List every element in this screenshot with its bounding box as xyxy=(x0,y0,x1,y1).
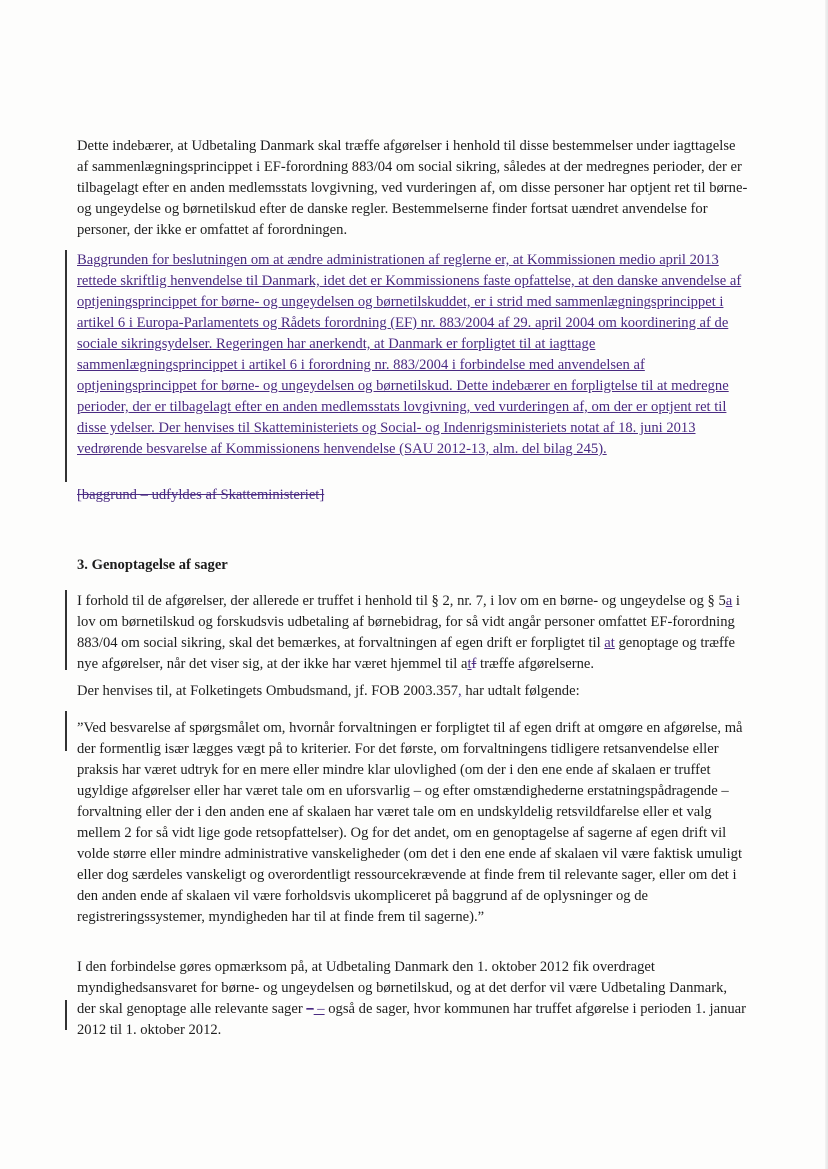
deleted-dash: – xyxy=(306,1001,314,1017)
inserted-a: a xyxy=(725,593,733,609)
paragraph-placeholder xyxy=(77,485,749,506)
inserted-background-text: Baggrunden for beslutningen om at ændre administrationen af reglerne er, at Kommissionen medio april 2013 rettede skriftlig henvendelse til Danmark, idet det er Kommissionens faste opfattelse, at den danske anvendelse af optjeningsprincippet for børne- og ungeydelsen og børnetilskuddet, er i strid med sammenlægningsprincippet i artikel 6 i Europa-Parlamentets og Rådets forordning (EF) nr. 883/2004 af 29. april 2004 om koordinering af de sociale sikringsydelser. Regeringen har anerkendt, at Danmark er forpligtet til at iagttage sammenlægningsprincippet i artikel 6 i forordning nr. 883/2004 i forbindelse med anvendelsen af optjeningsprincippet for børne- og ungeydelsen og børnetilskud. Dette indebærer en forpligtelse til at medregne perioder, der er tilbagelagt efter en anden medlemsstats lovgivning, ved vurderingen af, om der er optjent ret til disse ydelser. Der henvises til Skatteministeriets og Social- og Indenrigsministeriets notat af 18. juni 2013 vedrørende besvarelse af Kommissionens henvendelse (SAU 2012-13, alm. del bilag 245). xyxy=(77,252,742,457)
inserted-at: at xyxy=(604,635,615,651)
section-heading xyxy=(77,555,749,576)
revision-bar-4 xyxy=(65,1000,67,1030)
paragraph-quote-text: ”Ved besvarelse af spørgsmålet om, hvornår forvaltningen er forpligtet til af egen drift at omgøre en afgørelse, må der formentlig især lægges vægt på to kriterier. For det første, om forvaltningens tidligere retsanvendelse eller praksis har været udtryk for en mere eller mindre klar ulovlighed (om der i den ene ende af skalaen er truffet ugyldige afgørelser eller har været tale om en uforsvarlig – og efter omstændighederne erstatningspådragende – forvaltning eller der i den anden ene af skalaen har været tale om en undskyldelig retsvildfarelse eller et valg mellem 2 for så vidt lige gode retsopfattelser). Og for det andet, om en genoptagelse af sagerne af egen drift vil volde større eller mindre administrative vanskeligheder (om det i den ene ende af skalaen vil være faktisk umuligt eller dog særdeles vanskeligt og overordentligt ressourcekrævende at finde frem til relevante sager, eller om det i den anden ende af skalaen vil være forholdsvis ukompliceret på baggrund af de oplysninger og de registreringssystemer, myndigheden har til at finde frem til sagerne).” xyxy=(77,720,743,925)
revision-bar-1 xyxy=(65,250,67,482)
reopening-text-a: I forhold til de afgørelser, der allerede er truffet i henhold til § 2, nr. 7, i lov om en børne- og ungeydelse og § 5 xyxy=(77,593,726,609)
section-heading-text: 3. Genoptagelse af sager xyxy=(77,557,228,573)
responsibility-text-b: også de sager, hvor kommunen har truffet afgørelse i perioden 1. januar 2012 til 1. oktober 2012. xyxy=(77,1001,747,1038)
reopening-text-b: i lov om børnetilskud og forskudsvis udbetaling af børnebidrag, for så vidt angår personer omfattet EF-forordning 883/04 om social sikring, skal det bemærkes, at forvaltningen af egen drift er forpligtet til xyxy=(77,593,740,651)
inserted-t: t xyxy=(467,656,472,672)
paragraph-responsibility xyxy=(77,957,749,1041)
inserted-comma: , xyxy=(458,683,462,699)
deleted-f: f xyxy=(471,656,477,672)
paragraph-reopening xyxy=(77,591,749,675)
revision-bar-3 xyxy=(65,711,67,751)
ombudsman-text-a: Der henvises til, at Folketingets Ombudsmand, jf. FOB 2003.357 xyxy=(77,683,459,699)
paragraph-ombudsman xyxy=(77,681,749,702)
paragraph-intro-text: Dette indebærer, at Udbetaling Danmark skal træffe afgørelser i henhold til disse bestemmelser under iagttagelse af sammenlægningsprincippet i EF-forordning 883/04 om social sikring, således at der medregnes perioder, der er tilbagelagt efter en anden medlemsstats lovgivning, ved vurderingen af, om disse personer har optjent ret til børne- og ungeydelse og børnetilskud efter de danske regler. Bestemmelserne finder fortsat uændret anvendelse for personer, der ikke er omfattet af forordningen. xyxy=(77,138,748,238)
reopening-text-d: træffe afgørelserne. xyxy=(476,656,595,672)
paragraph-background xyxy=(77,250,749,460)
paragraph-ombudsman-text xyxy=(77,681,749,702)
revision-bar-2 xyxy=(65,590,67,670)
inserted-dash: – xyxy=(313,1001,325,1017)
paragraph-responsibility-text xyxy=(77,957,749,1041)
paragraph-quote xyxy=(77,718,749,928)
paragraph-intro xyxy=(77,136,749,241)
paragraph-reopening-text xyxy=(77,591,749,675)
responsibility-text-a: I den forbindelse gøres opmærksom på, at Udbetaling Danmark den 1. oktober 2012 fik overdraget myndighedsansvaret for børne- og ungeydelsen og børnetilskud, og at det derfor vil være Udbetaling Danmark, der skal genoptage alle relevante sager xyxy=(77,959,728,1017)
ombudsman-text-b: har udtalt følgende: xyxy=(461,683,580,699)
deleted-placeholder-text: [baggrund – udfyldes af Skatteministeriet] xyxy=(77,487,325,503)
reopening-text-c: genoptage og træffe nye afgørelser, når det viser sig, at der ikke har været hjemmel til a xyxy=(77,635,735,672)
